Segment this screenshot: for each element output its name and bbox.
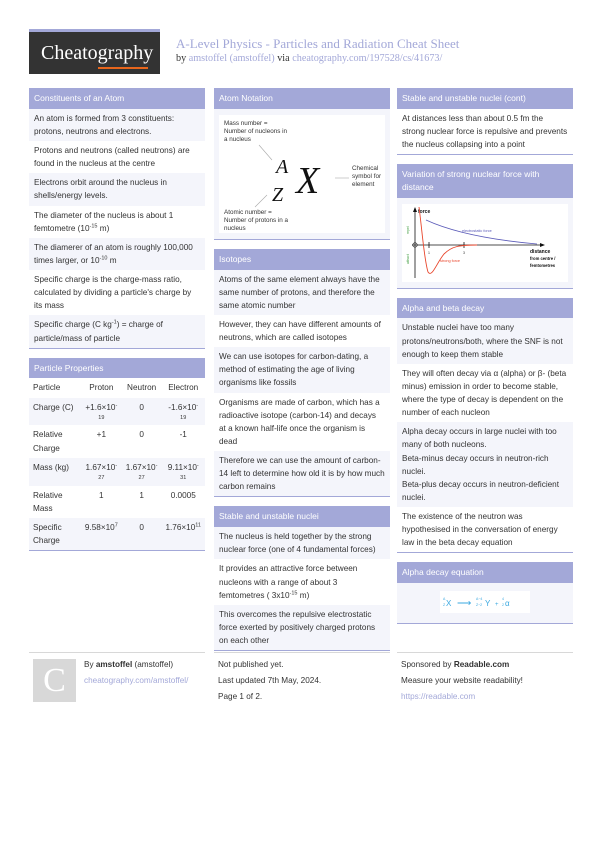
- section-title: Alpha decay equation: [397, 562, 573, 583]
- list-item: At distances less than about 0.5 fm the strong nuclear force is repulsive and prevents the nucleus collapsing into a point: [397, 109, 573, 154]
- section-title: Isotopes: [214, 249, 390, 270]
- force-graph-svg: [402, 204, 568, 282]
- atomic-number-label: Atomic number = Number of protons in a nucleus: [224, 208, 289, 232]
- strong-force-curve: [419, 207, 477, 273]
- plus-sign: +: [495, 602, 499, 609]
- logo[interactable]: [29, 29, 160, 74]
- list-item: It provides an attractive force between nucleons with a range of about 3 femtometres ( $3x10^{-15}$ m): [214, 559, 390, 604]
- byline: by amstoffel (amstoffel) via cheatography.com/197528/cs/41673/: [176, 53, 443, 64]
- footer-divider: [29, 652, 205, 653]
- section-alpha-equation: [397, 562, 573, 624]
- list-item: Organisms are made of carbon, which has a radioactive isotope (carbon-14) and decays at a known half-life once the organism is dead: [214, 393, 390, 452]
- page-title: A-Level Physics - Particles and Radiation Cheat Sheet: [176, 36, 460, 51]
- alpha-eq-svg: [440, 591, 530, 613]
- arrow-icon: ⟶: [457, 598, 472, 610]
- list-item: However, they can have different amounts of neutrons, which are called isotopes: [214, 315, 390, 347]
- footer-divider: [214, 652, 390, 653]
- tick-3-label: 3: [463, 250, 465, 255]
- section-title: Atom Notation: [214, 88, 390, 109]
- alpha-equation-image: [440, 591, 530, 613]
- section-title: Constituents of an Atom: [29, 88, 205, 109]
- list-item: The existence of the neutron was hypothesised in the conversation of energy law in the beta decay equation: [397, 507, 573, 552]
- section-atom-notation: [214, 88, 390, 240]
- list-item: The nucleus is held together by the strong nuclear force (one of 4 fundamental forces): [214, 527, 390, 559]
- section-title: Alpha and beta decay: [397, 298, 573, 319]
- logo-text: Cheatography: [41, 42, 154, 64]
- distance-label: distance: [530, 248, 551, 255]
- svg-text:Z−2: Z−2: [476, 603, 483, 608]
- notation-X: X: [296, 159, 320, 202]
- alpha-particle: α: [505, 599, 510, 609]
- x-axis-arrow: [540, 243, 545, 247]
- table-row: Mass (kg) 1.67×10- 27 1.67×10- 27 9.11×10- 31: [29, 458, 205, 486]
- list-item: Atoms of the same element always have the same number of protons, and therefore the same atomic number: [214, 270, 390, 315]
- footer-sponsor: Sponsored by Readable.com Measure your website readability! https://readable.com: [401, 657, 523, 705]
- from-centre-label: from centre /: [530, 255, 556, 261]
- sheet-url-link[interactable]: cheatography.com/197528/cs/41673/: [292, 53, 443, 64]
- section-title: Particle Properties: [29, 358, 205, 379]
- table-header-row: Particle Proton Neutron Electron: [33, 383, 199, 393]
- author-link[interactable]: amstoffel (amstoffel): [188, 53, 275, 64]
- chemical-symbol-label: Chemical symbol for element: [352, 164, 382, 188]
- footer-author: By amstoffel (amstoffel) cheatography.com/amstoffel/: [84, 657, 188, 689]
- list-item: The diameter of the nucleus is about 1 femtometre ($10^{-15}$ m): [29, 206, 205, 238]
- footer-divider: [397, 652, 573, 653]
- y-axis-arrow: [413, 207, 417, 212]
- author-profile-link[interactable]: cheatography.com/amstoffel/: [84, 675, 189, 685]
- daughter-Y: Y: [485, 599, 491, 609]
- table-row: Specific Charge $9.58\times 10^7$ 0 $1.76\times 10^{11}$: [29, 518, 205, 550]
- notation-svg: [219, 115, 385, 233]
- section-title: Variation of strong nuclear force with distance: [397, 164, 573, 198]
- section-title: Stable and unstable nuclei (cont): [397, 88, 573, 109]
- svg-text:A−4: A−4: [476, 597, 483, 602]
- section-title: Stable and unstable nuclei: [214, 506, 390, 527]
- svg-text:A: A: [443, 597, 446, 602]
- electrostatic-label: electrostatic force: [462, 228, 492, 233]
- force-distance-graph: [402, 204, 568, 282]
- list-item: An atom is formed from 3 constituents: protons, neutrons and electrons.: [29, 109, 205, 141]
- list-item: Specific charge is the charge-mass ratio, calculated by dividing a particle's charge by its mass: [29, 270, 205, 315]
- sponsor-link[interactable]: https://readable.com: [401, 691, 476, 701]
- list-item: Therefore we can use the amount of carbon-14 left to determine how old it is by how much carbon remains: [214, 451, 390, 496]
- section-alpha-beta: [397, 298, 573, 554]
- atom-notation-diagram: [219, 115, 385, 233]
- section-particle-properties: [29, 358, 205, 551]
- list-item: Electrons orbit around the nucleus in shells/energy levels.: [29, 173, 205, 205]
- section-constituents: [29, 88, 205, 349]
- list-item: They will often decay via α (alpha) or β- (beta minus) emission in order to become stable, where the type of decay is dependent on the number of each nucleon: [397, 364, 573, 423]
- section-stable-cont: [397, 88, 573, 155]
- mass-arrow: [259, 145, 272, 160]
- list-item: Protons and neutrons (called neutrons) are found in the nucleus at the centre: [29, 141, 205, 173]
- list-item: Specific charge (C $kg^{-1}$) = charge of particle/mass of particle: [29, 315, 205, 347]
- particle-table: [29, 378, 205, 550]
- parent-X: X: [446, 599, 452, 609]
- footer-status: Not published yet. Last updated 7th May, 2024. Page 1 of 2.: [218, 660, 322, 701]
- list-item: This overcomes the repulsive electrostatic force exerted by positively charged protons on each other: [214, 605, 390, 650]
- femtometres-label: femtometres: [530, 262, 556, 268]
- svg-text:Z: Z: [443, 603, 446, 608]
- mass-number-label: Mass number = Number of nucleons in a nucleus: [224, 119, 288, 143]
- tick-1-label: 1: [428, 250, 430, 255]
- table-row: Relative Charge +1 0 -1: [33, 430, 187, 453]
- table-row: Relative Mass 1 1 0.0005: [33, 490, 196, 513]
- attract-label: attract: [406, 253, 410, 264]
- force-label: force: [418, 208, 431, 215]
- svg-text:2: 2: [502, 603, 504, 608]
- list-item: Unstable nuclei have too many protons/neutrons/both, where the SNF is not enough to keep them stable: [397, 318, 573, 363]
- section-variation: [397, 164, 573, 289]
- strong-force-label: strong force: [440, 258, 461, 263]
- list-item: Alpha decay occurs in large nuclei with too many of both nucleons. Beta-minus decay occurs in neutron-rich nuclei. Beta-plus decay occurs in neutron-deficient nuclei.: [397, 422, 573, 507]
- section-isotopes: [214, 249, 390, 498]
- atomic-arrow: [255, 195, 267, 207]
- section-stable-unstable: [214, 506, 390, 651]
- svg-text:4: 4: [502, 597, 504, 602]
- notation-Z: Z: [272, 183, 284, 206]
- avatar[interactable]: C: [33, 659, 76, 702]
- list-item: We can use isotopes for carbon-dating, a method of estimating the age of living organisms like fossils: [214, 347, 390, 392]
- logo-underline: [98, 67, 148, 69]
- notation-A: A: [276, 155, 289, 178]
- repel-label: repel: [406, 225, 410, 234]
- table-row: Charge (C) +1.6×10- 19 0 -1.6×10- 19: [29, 398, 205, 426]
- list-item: The diamerer of an atom is roughly 100,000 times larger, or $10^{-10}$ m: [29, 238, 205, 270]
